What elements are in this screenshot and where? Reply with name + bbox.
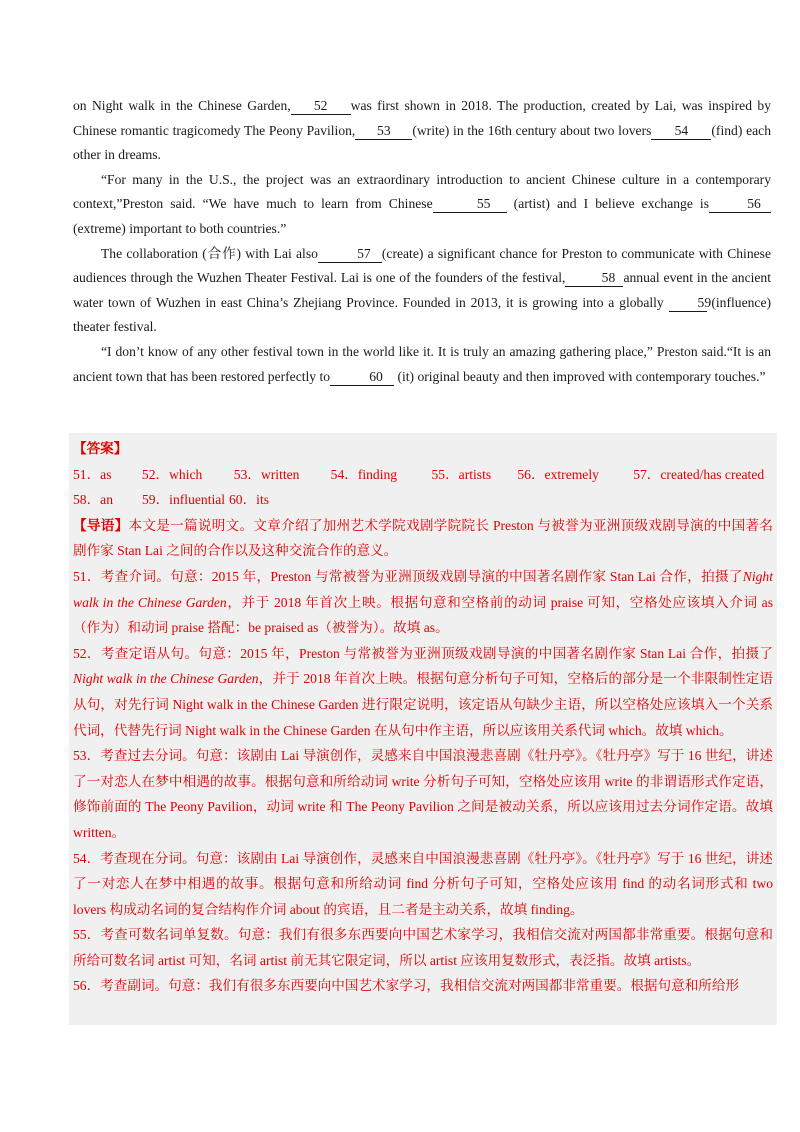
passage-text: The collaboration (合作) with Lai also xyxy=(101,245,318,261)
italic-title: Night walk in the Chinese Garden xyxy=(73,671,259,687)
passage-paragraph-3 xyxy=(73,242,771,340)
answer-60: 60．its xyxy=(229,492,270,508)
blank-60: 60 xyxy=(330,369,394,386)
blank-53: 53 xyxy=(355,123,412,140)
explanation-52 xyxy=(73,641,773,743)
answer-53: 53．written xyxy=(233,466,300,482)
passage-paragraph-4 xyxy=(73,340,771,389)
explanation-text: ，并于 2018 年首次上映。根据句意分析句子可知，空格后的部分是一个非限制性定语从句，对先行词 Night walk in the Chinese Garden 进行限定说明，该定语从句缺少主语，所以空格处应该填入一个关系代词，代替先行词 Night walk in the Chinese Garden 在从句中作主语，所以应该用关系代词 which。故填 which。 xyxy=(73,671,774,738)
answer-58: 58．an xyxy=(73,492,114,508)
passage-text: (find) each other in dreams. xyxy=(73,122,771,163)
blank-52: 52 xyxy=(291,98,351,115)
answer-section xyxy=(73,436,773,999)
blank-55: 55 xyxy=(433,196,507,213)
explanation-text: ，并于 2018 年首次上映。根据句意和空格前的动词 praise 可知，空格处应该填入介词 as（作为）和动词 praise 搭配：be praised as（被誉为）。故填 as。 xyxy=(73,594,773,636)
passage-text: (it) original beauty and then improved with contemporary touches.” xyxy=(397,368,766,384)
answer-55: 55．artists xyxy=(431,466,492,482)
answer-row-2 xyxy=(73,487,773,513)
guide-paragraph xyxy=(73,513,773,564)
passage-text: annual event in the ancient water town of Wuzhen in east China’s Zhejiang Province. Founded in 2013, it is growing into a globally xyxy=(73,270,771,310)
answer-row-1 xyxy=(73,462,773,488)
explanation-54: 54．考查现在分词。句意：该剧由 Lai 导演创作，灵感来自中国浪漫悲喜剧《牡丹亭》。《牡丹亭》写于 16 世纪，讲述了一对恋人在梦中相遇的故事。根据句意和所给动词 find 分析句子可知，空格处应该用 find 的动名词形式和 two lovers 构成动名词的复合结构作介词 about 的宾语，且二者是主动关系，故填 finding。 xyxy=(73,850,773,917)
explanation-text: 52．考查定语从句。句意：2015 年，Preston 与常被誉为亚洲顶级戏剧导演的中国著名剧作家 Stan Lai 合作，拍摄了 xyxy=(73,645,773,661)
blank-59: 59 xyxy=(669,295,707,312)
explanation-text: 51．考查介词。句意：2015 年，Preston 与常被誉为亚洲顶级戏剧导演的中国著名剧作家 Stan Lai 合作，拍摄了 xyxy=(73,568,743,584)
answer-51: 51．as xyxy=(73,466,112,482)
answer-52: 52．which xyxy=(141,466,203,482)
passage-text: on Night walk in the Chinese Garden, xyxy=(73,98,291,113)
explanation-53: 53．考查过去分词。句意：该剧由 Lai 导演创作，灵感来自中国浪漫悲喜剧《牡丹亭》。《牡丹亭》写于 16 世纪，讲述了一对恋人在梦中相遇的故事。根据句意和所给动词 write 分析句子可知，空格处应该用 write 的非谓语形式作定语，修饰前面的 The Peony Pavilion，动词 write 和 The Peony Pavilion 之间是被动关系，所以应该用过去分词作定语。故填 written。 xyxy=(73,748,773,840)
passage-text: was first shown in 2018. The production, created by Lai, was inspired by Chinese romantic tragicomedy The Peony Pavilion, xyxy=(73,98,771,138)
passage-text: (create) a significant chance for Preston to communicate with Chinese audiences through the Wuzhen Theater Festival. Lai is one of the founders of the festival, xyxy=(73,245,771,286)
reading-passage xyxy=(73,94,771,389)
passage-paragraph-1 xyxy=(73,94,771,168)
italic-title: Night walk in the Chinese Garden xyxy=(73,568,773,610)
answer-59: 59．influential xyxy=(142,492,226,508)
passage-text: (extreme) important to both countries.” xyxy=(73,220,287,236)
explanation-56: 56．考查副词。句意：我们有很多东西要向中国艺术家学习，我相信交流对两国都非常重要。根据句意和所给形 xyxy=(73,978,740,994)
blank-58: 58 xyxy=(565,270,623,287)
explanation-55: 55．考查可数名词单复数。句意：我们有很多东西要向中国艺术家学习，我相信交流对两国都非常重要。根据句意和所给可数名词 artist 可知，名词 artist 前无其它限定词，所以 artist 应该用复数形式，表泛指。故填 artists。 xyxy=(73,927,773,968)
guide-text: 本文是一篇说明文。文章介绍了加州艺术学院戏剧学院院长 Preston 与被誉为亚洲顶级戏剧导演的中国著名剧作家 Stan Lai 之间的合作以及这种交流合作的意义。 xyxy=(73,517,774,559)
passage-paragraph-2 xyxy=(73,168,771,242)
passage-text: (influence) theater festival. xyxy=(73,294,772,335)
answer-54: 54．finding xyxy=(330,466,398,482)
passage-text: “For many in the U.S., the project was an extraordinary introduction to ancient Chinese culture in a contemporary context,”Preston said. “We have much to learn from Chinese xyxy=(73,171,771,212)
blank-56: 56 xyxy=(709,196,771,213)
guide-label: 【导语】 xyxy=(73,517,129,533)
passage-text: (write) in the 16th century about two lovers xyxy=(412,122,652,138)
answer-56: 56．extremely xyxy=(517,466,599,482)
passage-text: (artist) and I believe exchange is xyxy=(513,196,709,212)
explanation-51 xyxy=(73,564,773,641)
passage-text: “I don’t know of any other festival town in the world like it. It is truly an amazing gathering place,” Preston said.“It is an ancient town that has been restored perfectly to xyxy=(73,343,771,384)
answer-header: 【答案】 xyxy=(73,441,128,456)
answer-57: 57．created/has created xyxy=(633,466,765,482)
blank-57: 57 xyxy=(318,246,382,263)
blank-54: 54 xyxy=(651,123,711,140)
